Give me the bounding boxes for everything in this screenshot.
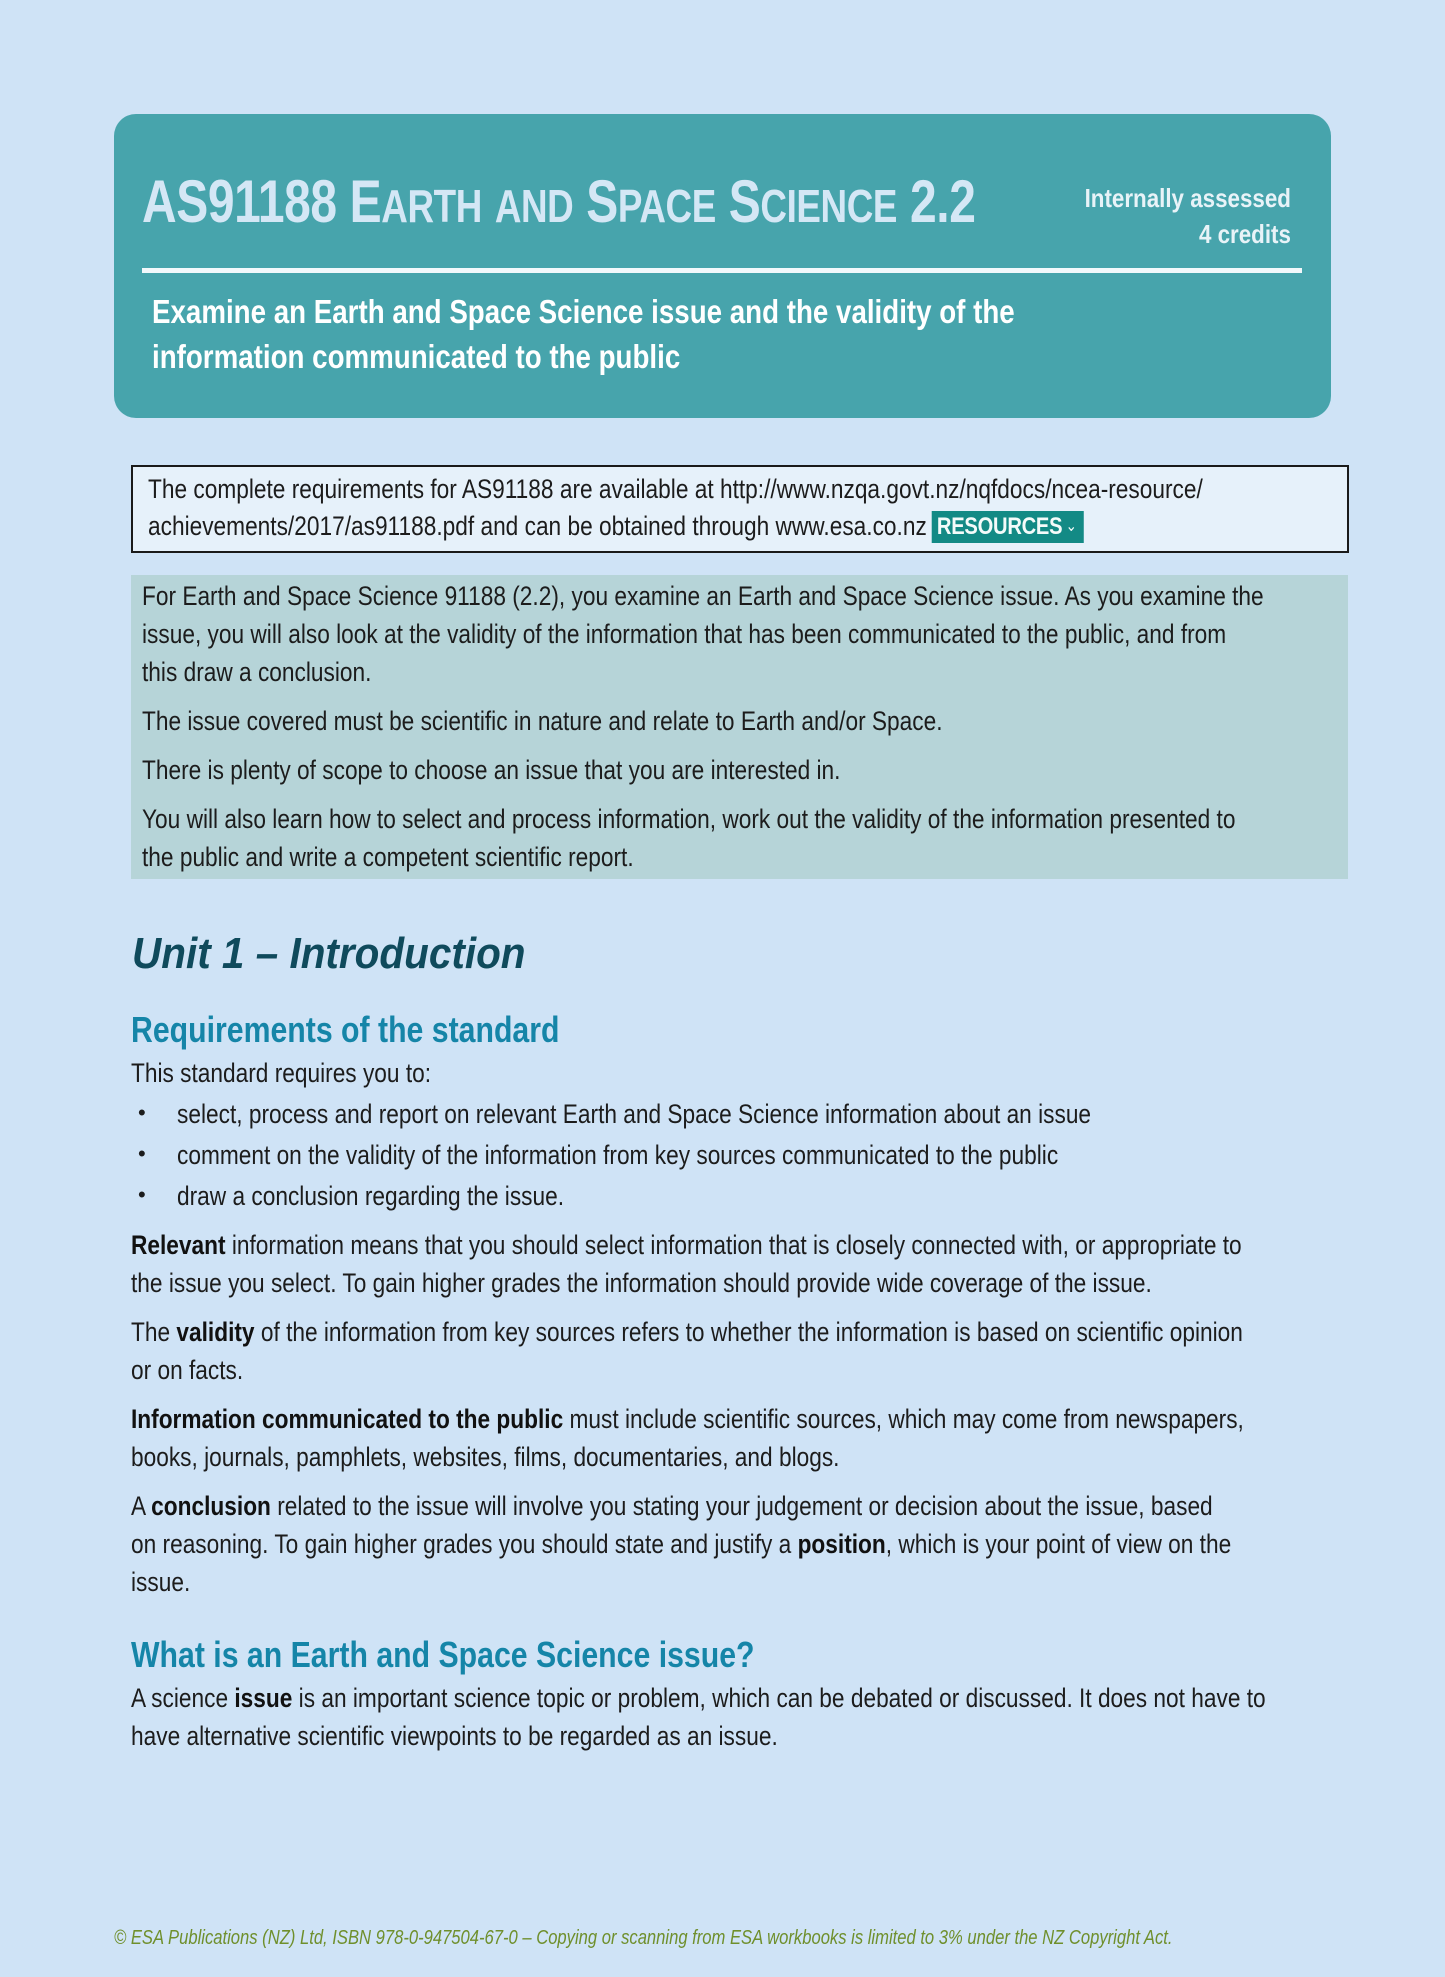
- requirement-item: draw a conclusion regarding the issue.: [177, 1181, 565, 1211]
- assessment-type: Internally assessed: [1084, 183, 1291, 213]
- standard-code: AS91188: [142, 168, 337, 235]
- issue-paragraph-line: A science issue is an important science topic or problem, which can be debated or discussed. It does not have to: [131, 1683, 1266, 1713]
- relevant-paragraph-line: the issue you select. To gain higher grades the information should provide wide coverage of the issue.: [131, 1268, 1152, 1298]
- conclusion-paragraph-line: issue.: [131, 1567, 191, 1597]
- banner-divider: [142, 268, 1302, 273]
- notice-line-2: achievements/2017/as91188.pdf and can be obtained through www.esa.co.nz RESOURCES ⌄: [148, 508, 1083, 544]
- intro-line: The issue covered must be scientific in nature and relate to Earth and/or Space.: [142, 706, 943, 736]
- bullet-icon: •: [138, 1141, 146, 1166]
- assessment-info: [1085, 180, 1291, 252]
- intro-line: You will also learn how to select and process information, work out the validity of the information presented to: [142, 804, 1236, 834]
- requirement-item: comment on the validity of the information from key sources communicated to the public: [177, 1140, 1059, 1170]
- standard-level: 2.2: [909, 168, 976, 235]
- credit-count: 4 credits: [1199, 219, 1291, 249]
- requirements-lead: This standard requires you to:: [131, 1058, 432, 1088]
- validity-paragraph-line: The validity of the information from key sources refers to whether the information is based on scientific opinion: [131, 1317, 1243, 1347]
- unit-heading: Unit 1 – Introduction: [132, 929, 526, 978]
- bullet-icon: •: [138, 1182, 146, 1207]
- standard-subtitle: Examine an Earth and Space Science issue and the validity of the information communicated to the public: [152, 293, 1015, 375]
- relevant-paragraph-line: Relevant information means that you should select information that is closely connected with, or appropriate to: [131, 1230, 1242, 1260]
- requirements-heading: Requirements of the standard: [131, 1009, 560, 1050]
- public-paragraph-line: Information communicated to the public must include scientific sources, which may come from newspapers,: [131, 1404, 1244, 1434]
- chevron-down-icon: ⌄: [1065, 518, 1077, 535]
- copyright-footer: © ESA Publications (NZ) Ltd, ISBN 978-0-947504-67-0 – Copying or scanning from ESA workbooks is limited to 3% under the NZ Copyright Act.: [114, 1927, 1173, 1949]
- validity-paragraph-line: or on facts.: [131, 1355, 244, 1385]
- intro-line: the public and write a competent scientific report.: [142, 842, 634, 872]
- title-word-space: SPACE: [586, 168, 716, 235]
- bullet-icon: •: [138, 1100, 146, 1125]
- conclusion-paragraph-line: A conclusion related to the issue will involve you stating your judgement or decision about the issue, based: [131, 1491, 1213, 1521]
- intro-line: this draw a conclusion.: [142, 657, 372, 687]
- requirement-item: select, process and report on relevant Earth and Space Science information about an issue: [177, 1099, 1092, 1129]
- requirements-notice: [131, 465, 1349, 553]
- resources-button[interactable]: RESOURCES ⌄: [932, 511, 1084, 543]
- intro-box: [131, 575, 1348, 879]
- title-word-earth: EARTH: [349, 168, 482, 235]
- standard-title: [142, 170, 976, 238]
- issue-paragraph-line: have alternative scientific viewpoints to be regarded as an issue.: [131, 1721, 778, 1751]
- notice-line-1: The complete requirements for AS91188 are available at http://www.nzqa.govt.nz/nqfdocs/ncea-resource/: [148, 474, 1203, 504]
- standard-banner: [114, 114, 1331, 418]
- intro-line: For Earth and Space Science 91188 (2.2), you examine an Earth and Space Science issue. As you examine the: [142, 581, 1264, 611]
- title-word-and: AND: [494, 180, 574, 232]
- title-word-science: SCIENCE: [728, 168, 898, 235]
- conclusion-paragraph-line: on reasoning. To gain higher grades you should state and justify a position, which is your point of view on the: [131, 1529, 1232, 1559]
- public-paragraph-line: books, journals, pamphlets, websites, films, documentaries, and blogs.: [131, 1442, 840, 1472]
- issue-heading: What is an Earth and Space Science issue?: [131, 1634, 755, 1675]
- intro-line: issue, you will also look at the validity of the information that has been communicated to the public, and from: [142, 619, 1227, 649]
- intro-line: There is plenty of scope to choose an issue that you are interested in.: [142, 755, 841, 785]
